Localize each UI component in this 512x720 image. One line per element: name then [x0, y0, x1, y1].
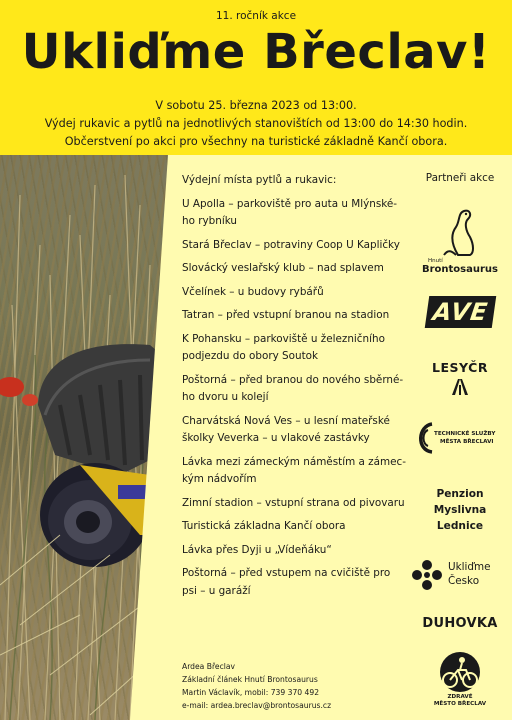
station-item [182, 284, 412, 302]
station-item [182, 307, 412, 325]
ts-line: TECHNICKÉ SLUŽBY [434, 431, 496, 437]
ave-logo [410, 296, 510, 328]
station-line: Poštorná – před branou do nového sběrné- [182, 373, 404, 386]
station-line: ho dvoru u kolejí [182, 391, 269, 403]
info-line: Výdej rukavic a pytlů na jednotlivých stanovištích od 13:00 do 14:30 hodin. [44, 117, 468, 130]
uklidme-text [448, 560, 491, 588]
station-item [182, 331, 412, 366]
duhovka-logo: DUHOVKA [422, 616, 498, 631]
lesycr-logo [410, 360, 510, 401]
ts-line: MĚSTA BŘECLAVI [440, 439, 494, 445]
penzion-logo [410, 486, 510, 534]
brontosaurus-logo [410, 205, 510, 275]
station-line: Charvátská Nová Ves – u lesní mateřské [182, 414, 390, 427]
cyclist-icon [430, 650, 490, 694]
zdrave-mesto-logo [410, 650, 510, 708]
stations-heading: Výdejní místa pytlů a rukavic: [182, 174, 337, 186]
station-line: podjezdu do obory Soutok [182, 350, 319, 362]
uklidme-line: Ukliďme [448, 561, 491, 573]
station-line: Včelínek – u budovy rybářů [182, 285, 324, 298]
station-item [182, 454, 412, 489]
station-line: K Pohansku – parkoviště u železničního [182, 332, 385, 345]
station-line: psi – u garáží [182, 584, 251, 597]
partners-column [410, 172, 510, 184]
station-line: kým nádvořím [182, 473, 257, 485]
station-line: ho rybníku [182, 215, 238, 227]
station-line: Slovácký veslařský klub – nad splavem [182, 262, 384, 274]
contact-line: Martin Václavík, mobil: 739 370 492 [182, 688, 320, 697]
contact-line: Základní článek Hnutí Brontosaurus [182, 675, 318, 684]
contact-email: e-mail: ardea.breclav@brontosaurus.cz [182, 701, 332, 710]
station-line: Turistická základna Kančí obora [182, 520, 346, 532]
edition-label: 11. ročník akce [215, 10, 297, 22]
station-item [182, 372, 412, 407]
station-item [182, 565, 412, 600]
technicke-sluzby-logo [410, 418, 510, 462]
pickup-stations [182, 172, 412, 600]
station-line: Zimní stadion – vstupní strana od pivovaru [182, 496, 405, 509]
brontosaurus-small: Hnutí [428, 258, 443, 264]
info-line: V sobotu 25. března 2023 od 13:00. [155, 99, 357, 112]
header-banner [0, 0, 512, 155]
info-line: Občerstvení po akci pro všechny na turistické základně Kančí obora. [64, 135, 448, 148]
contact-line: Ardea Břeclav [182, 662, 236, 671]
tree-arrow-icon [448, 377, 472, 397]
organizer-contact [182, 660, 402, 712]
ts-text [434, 430, 510, 446]
penzion-line: Lednice [436, 520, 484, 532]
station-line: Stará Břeclav – potraviny Coop U Kapličky [182, 238, 400, 251]
station-line: Lávka mezi zámeckým náměstím a zámec- [182, 455, 406, 468]
station-line: U Apolla – parkoviště pro auta u Mlýnské- [182, 197, 398, 210]
uklidme-line: Česko [448, 575, 480, 587]
station-item [182, 542, 412, 560]
station-line: Lávka přes Dyji u „Vídeňáku“ [182, 543, 332, 556]
station-line: školky Veverka – u vlakové zastávky [182, 432, 370, 444]
station-line: Poštorná – před vstupem na cvičiště pro [182, 567, 391, 579]
ave-wordmark: AVE [424, 296, 495, 328]
station-item [182, 518, 412, 536]
zdrave-line: ZDRAVÉ [447, 694, 473, 700]
event-info [0, 97, 512, 151]
station-item [182, 495, 412, 513]
photo-diagonal-edge [130, 155, 190, 720]
zdrave-text [410, 694, 510, 708]
event-title: Ukliďme Břeclav! [21, 24, 491, 80]
station-item [182, 413, 412, 448]
station-line: Tatran – před vstupní branou na stadion [182, 309, 390, 321]
penzion-line: Penzion [436, 488, 484, 500]
station-item [182, 237, 412, 255]
partners-title: Partneři akce [425, 172, 495, 184]
brontosaurus-name: Brontosaurus [421, 264, 498, 275]
penzion-line: Myslivna [433, 504, 487, 516]
station-item [182, 196, 412, 231]
lesycr-wordmark: LESYČR [432, 360, 488, 375]
zdrave-line: MĚSTO BŘECLAV [433, 701, 487, 707]
recycle-dots-icon [410, 558, 444, 592]
station-item [182, 260, 412, 278]
dinosaur-icon [430, 205, 490, 260]
